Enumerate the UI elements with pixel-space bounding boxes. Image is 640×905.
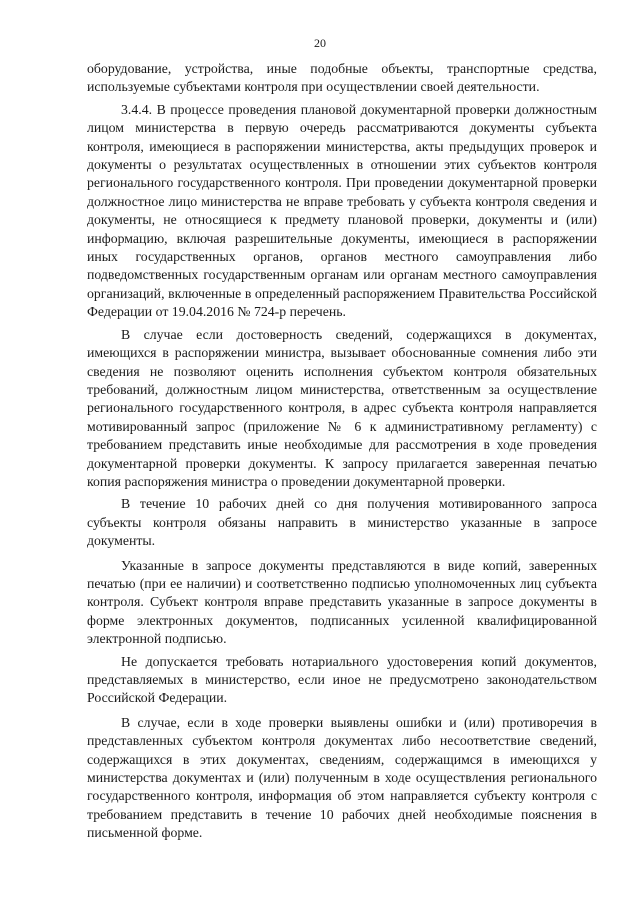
page-number: 20 [314,36,326,50]
paragraph-4: В течение 10 рабочих дней со дня получения мотивированного запроса субъекты контроля обязаны направить в министерство указанные в запросе документы. [87,496,597,549]
document-body [87,60,597,847]
paragraph-6: Не допускается требовать нотариального удостоверения копий документов, представляемых в министерство, если иное не предусмотрено законодательством Российской Федерации. [87,653,597,706]
paragraph-5: Указанные в запросе документы представляются в виде копий, заверенных печатью (при ее наличии) и соответственно подписью уполномоченных лиц субъекта контроля. Субъект контроля вправе представить указанные в запросе документы в форме электронных документов, подписанных усиленной квалифицированной электронной подписью. [87,557,597,647]
paragraph-2: 3.4.4. В процессе проведения плановой документарной проверки должностным лицом министерства в первую очередь рассматриваются документы субъекта контроля, имеющиеся в распоряжении министерства, акты предыдущих проверок и документы о результатах осуществленных в отношении этих субъектов контроля регионального государственного контроля. При проведении документарной проверки должностное лицо министерства не вправе требовать у субъекта контроля сведения и документы, не относящиеся к предмету плановой проверки, документы и (или) информацию, включая разрешительные документы, имеющиеся в распоряжении иных государственных органов, органов местного самоуправления либо подведомственных государственным органам или органам местного самоуправления организаций, включенные в определенный распоряжением Правительства Российской Федерации от 19.04.2016 № 724-р перечень. [87,101,597,320]
paragraph-1: оборудование, устройства, иные подобные объекты, транспортные средства, используемые субъектами контроля при осуществлении своей деятельности. [87,61,597,95]
paragraph-7: В случае, если в ходе проверки выявлены ошибки и (или) противоречия в представленных субъектом контроля документах либо несоответствие сведений, содержащихся в этих документах, сведениям, содержащимся в имеющихся у министерства документах и (или) полученным в ходе осуществления регионального государственного контроля, информация об этом направляется субъекту контроля с требованием представить в течение 10 рабочих дней необходимые пояснения в письменной форме. [87,714,597,841]
paragraph-3: В случае если достоверность сведений, содержащихся в документах, имеющихся в распоряжении министра, вызывает обоснованные сомнения либо эти сведения не позволяют оценить исполнения субъектом контроля обязательных требований, должностным лицом министерства, ответственным за осуществление регионального государственного контроля, в адрес субъекта контроля направляется мотивированный запрос (приложение № 6 к административному регламенту) с требованием представить иные необходимые для рассмотрения в ходе проведения документарной проверки документы. К запросу прилагается заверенная печатью копия распоряжения министра о проведении документарной проверки. [87,326,597,489]
